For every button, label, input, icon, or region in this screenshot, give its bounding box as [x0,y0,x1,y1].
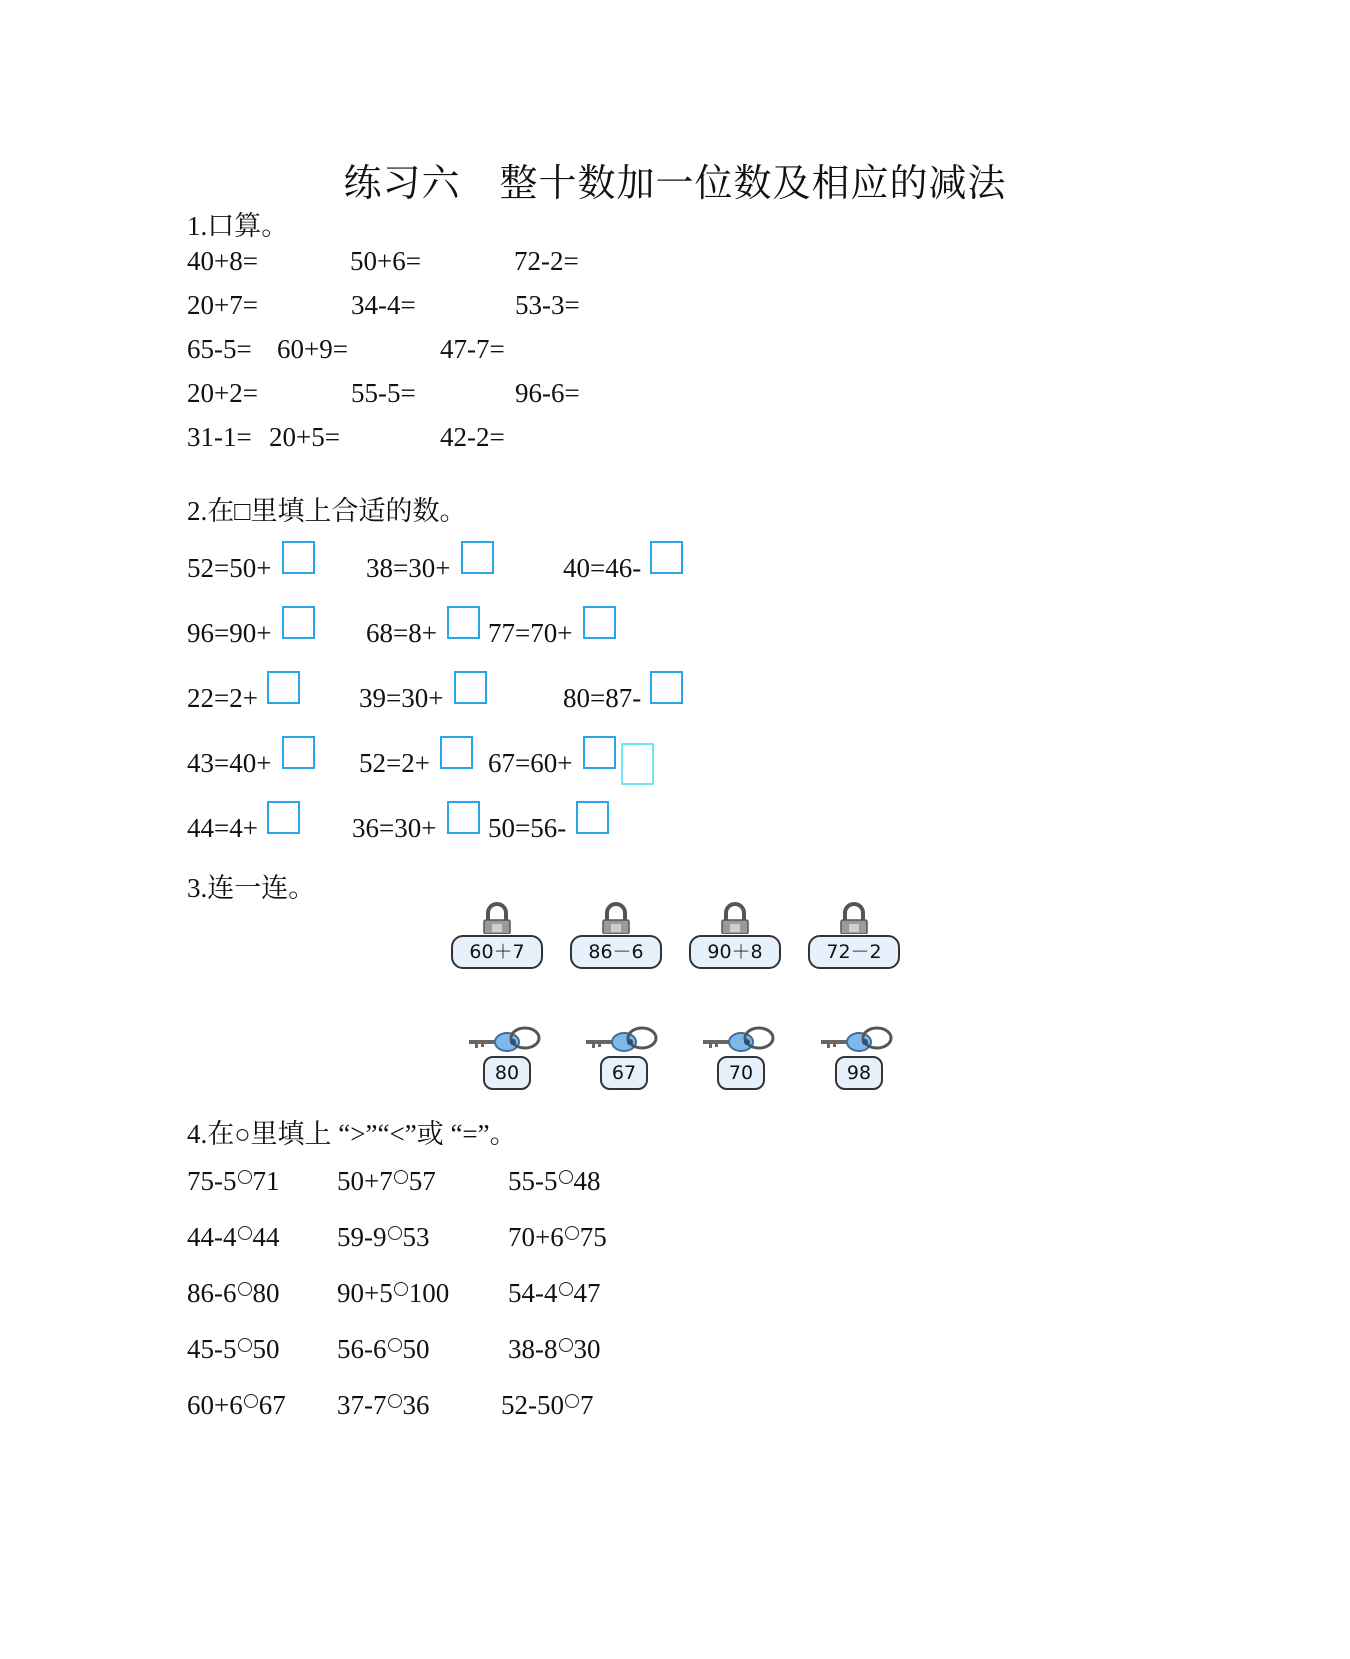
key-icon [467,1026,547,1060]
compare-circle[interactable] [238,1170,252,1184]
lock-card[interactable] [808,902,900,968]
key-card[interactable] [467,1026,547,1092]
oral-calc-item: 20+7= [187,290,258,320]
compare-item: 54-4 47 [508,1278,601,1308]
fill-item: 52=2+ [359,748,430,778]
key-card[interactable] [819,1026,899,1092]
oral-calc-item: 20+2= [187,378,258,408]
compare-circle[interactable] [565,1394,579,1408]
answer-box[interactable] [447,606,480,639]
compare-circle[interactable] [388,1226,402,1240]
compare-item: 50+7 57 [337,1166,436,1196]
compare-item: 86-6 80 [187,1278,280,1308]
answer-box[interactable] [583,736,616,769]
oral-calc-item: 34-4= [351,290,416,320]
compare-item: 38-8 30 [508,1334,601,1364]
key-label: 70 [717,1056,765,1090]
fill-item: 52=50+ [187,553,272,583]
fill-item: 39=30+ [359,683,444,713]
answer-box[interactable] [440,736,473,769]
section-2-heading: 2.在□里填上合适的数。 [187,496,467,526]
compare-circle[interactable] [238,1338,252,1352]
compare-circle[interactable] [559,1170,573,1184]
key-icon [701,1026,781,1060]
lock-label: 72－2 [808,935,900,969]
compare-circle[interactable] [244,1394,258,1408]
fill-item: 22=2+ [187,683,258,713]
compare-item: 44-4 44 [187,1222,280,1252]
compare-item: 55-5 48 [508,1166,601,1196]
oral-calc-item: 40+8= [187,246,258,276]
oral-calc-item: 65-5= [187,334,252,364]
answer-box[interactable] [282,541,315,574]
key-card[interactable] [584,1026,664,1092]
compare-circle[interactable] [388,1394,402,1408]
compare-item: 75-5 71 [187,1166,280,1196]
compare-circle[interactable] [388,1338,402,1352]
compare-circle[interactable] [559,1338,573,1352]
fill-item: 67=60+ [488,748,573,778]
compare-circle[interactable] [238,1282,252,1296]
compare-item: 56-6 50 [337,1334,430,1364]
section-4-heading: 4.在○里填上 “>”“<”或 “=”。 [187,1119,517,1149]
oral-calc-item: 55-5= [351,378,416,408]
key-icon [584,1026,664,1060]
compare-item: 70+6 75 [508,1222,607,1252]
lock-label: 86－6 [570,935,662,969]
oral-calc-item: 42-2= [440,422,505,452]
key-icon [819,1026,899,1060]
fill-item: 40=46- [563,553,642,583]
fill-item: 36=30+ [352,813,437,843]
fill-item: 80=87- [563,683,642,713]
key-label: 98 [835,1056,883,1090]
oral-calc-item: 60+9= [277,334,348,364]
padlock-icon [719,902,751,934]
compare-item: 52-50 7 [501,1390,594,1420]
padlock-icon [481,902,513,934]
compare-circle[interactable] [394,1170,408,1184]
compare-circle[interactable] [559,1282,573,1296]
lock-card[interactable] [451,902,543,968]
compare-item: 59-9 53 [337,1222,430,1252]
fill-item: 44=4+ [187,813,258,843]
oral-calc-item: 20+5= [269,422,340,452]
key-label: 80 [483,1056,531,1090]
section-1-heading: 1.口算。 [187,211,289,241]
compare-circle[interactable] [238,1226,252,1240]
lock-card[interactable] [570,902,662,968]
oral-calc-item: 72-2= [514,246,579,276]
compare-circle[interactable] [565,1226,579,1240]
lock-label: 90＋8 [689,935,781,969]
answer-box[interactable] [447,801,480,834]
section-3-heading: 3.连一连。 [187,873,316,903]
compare-item: 90+5 100 [337,1278,450,1308]
answer-box[interactable] [282,736,315,769]
fill-item: 68=8+ [366,618,437,648]
fill-item: 50=56- [488,813,567,843]
compare-item: 60+6 67 [187,1390,286,1420]
answer-box[interactable] [267,671,300,704]
answer-box[interactable] [650,541,683,574]
answer-box[interactable] [454,671,487,704]
key-label: 67 [600,1056,648,1090]
compare-item: 37-7 36 [337,1390,430,1420]
answer-box[interactable] [267,801,300,834]
lock-card[interactable] [689,902,781,968]
oral-calc-item: 50+6= [350,246,421,276]
fill-item: 43=40+ [187,748,272,778]
padlock-icon [838,902,870,934]
fill-item: 38=30+ [366,553,451,583]
answer-box[interactable] [650,671,683,704]
answer-box[interactable] [282,606,315,639]
answer-box[interactable] [461,541,494,574]
extra-answer-box[interactable] [621,743,654,785]
oral-calc-item: 47-7= [440,334,505,364]
lock-label: 60＋7 [451,935,543,969]
oral-calc-item: 53-3= [515,290,580,320]
compare-item: 45-5 50 [187,1334,280,1364]
page-title: 练习六 整十数加一位数及相应的减法 [343,161,1007,205]
answer-box[interactable] [576,801,609,834]
fill-item: 77=70+ [488,618,573,648]
padlock-icon [600,902,632,934]
compare-circle[interactable] [394,1282,408,1296]
oral-calc-item: 96-6= [515,378,580,408]
fill-item: 96=90+ [187,618,272,648]
oral-calc-item: 31-1= [187,422,252,452]
key-card[interactable] [701,1026,781,1092]
answer-box[interactable] [583,606,616,639]
